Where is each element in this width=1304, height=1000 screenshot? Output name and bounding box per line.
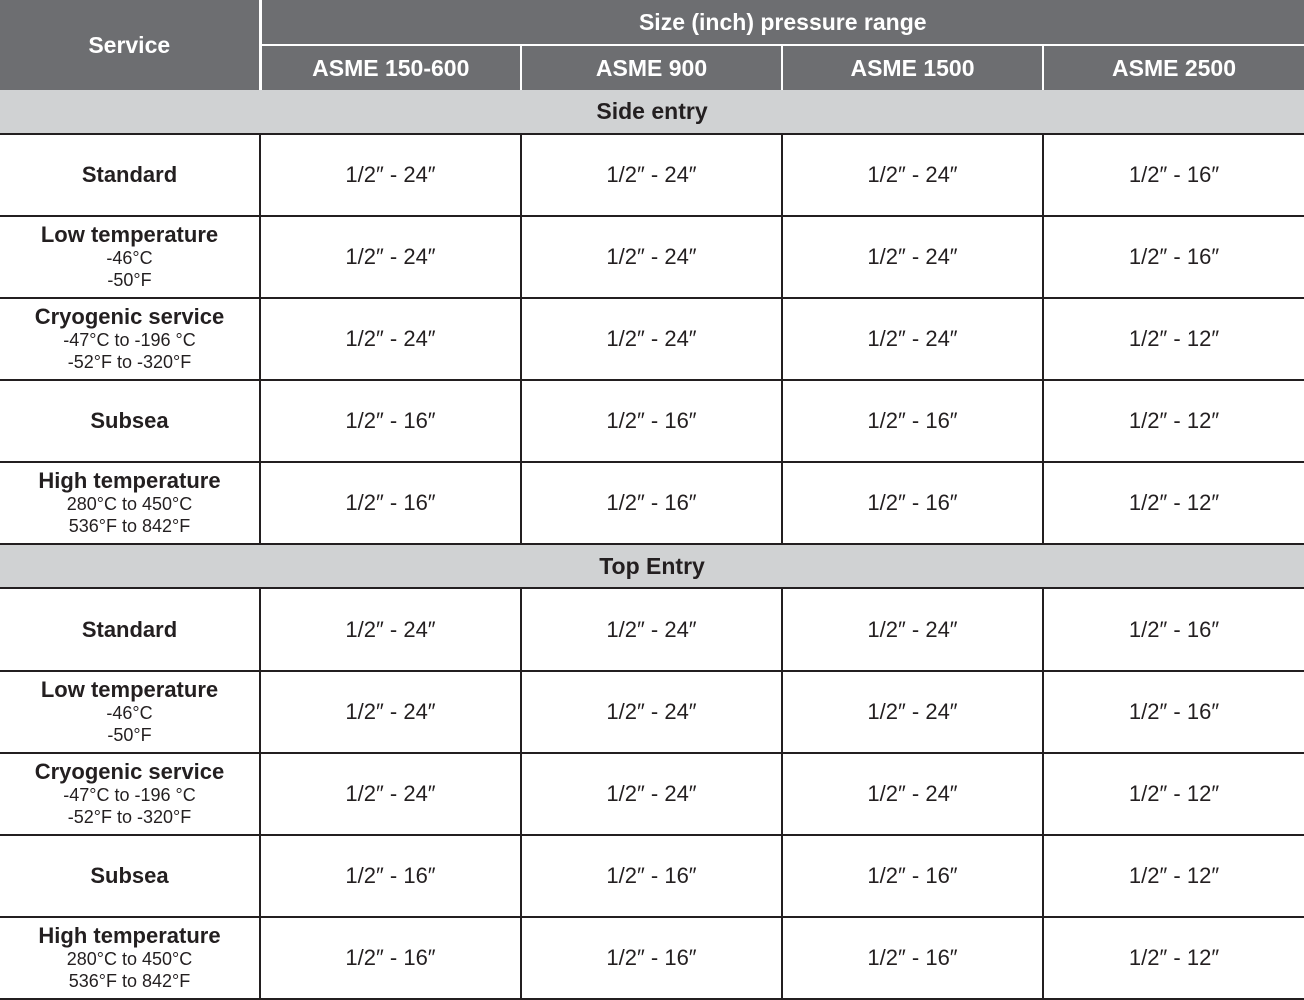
size-range-cell: 1/2″ - 12″ [1043,462,1304,544]
size-range-cell: 1/2″ - 24″ [260,134,521,216]
table-row [0,216,1304,298]
size-range-header: Size (inch) pressure range [260,0,1304,45]
size-range-cell: 1/2″ - 24″ [521,588,782,670]
service-condition: 280°C to 450°C [66,494,193,515]
service-cell [0,671,260,753]
size-range-cell: 1/2″ - 24″ [782,588,1043,670]
service-name: Low temperature [40,222,219,248]
service-name: Subsea [90,862,169,888]
size-range-cell: 1/2″ - 16″ [260,835,521,917]
service-cell [0,753,260,835]
service-name: Low temperature [40,676,219,702]
size-range-cell: 1/2″ - 24″ [782,753,1043,835]
service-cell [0,462,260,544]
service-condition: -47°C to -196 °C [63,330,196,351]
service-name: High temperature [38,468,221,494]
service-name: Cryogenic service [34,304,225,330]
section-title: Top Entry [0,544,1304,588]
service-condition: -50°F [107,270,152,291]
table-header [0,0,1304,90]
size-range-cell: 1/2″ - 24″ [521,298,782,380]
service-cell [0,588,260,670]
size-range-cell: 1/2″ - 16″ [782,380,1043,462]
column-header: ASME 1500 [782,45,1043,90]
size-range-cell: 1/2″ - 24″ [521,216,782,298]
size-range-cell: 1/2″ - 12″ [1043,835,1304,917]
table-row [0,917,1304,999]
table-row [0,298,1304,380]
service-condition: -52°F to -320°F [67,806,192,827]
size-range-cell: 1/2″ - 16″ [521,835,782,917]
size-range-cell: 1/2″ - 24″ [260,298,521,380]
service-condition: 536°F to 842°F [68,970,191,991]
size-range-cell: 1/2″ - 16″ [521,462,782,544]
section-title: Side entry [0,90,1304,134]
table-row [0,753,1304,835]
table-body [0,90,1304,999]
column-header: ASME 900 [521,45,782,90]
table-row [0,462,1304,544]
service-name: Standard [81,162,178,188]
service-cell [0,380,260,462]
size-range-cell: 1/2″ - 16″ [521,380,782,462]
size-range-cell: 1/2″ - 16″ [1043,588,1304,670]
service-name: Cryogenic service [34,758,225,784]
size-range-cell: 1/2″ - 16″ [782,462,1043,544]
column-header: ASME 150-600 [260,45,521,90]
size-range-cell: 1/2″ - 24″ [521,134,782,216]
size-range-cell: 1/2″ - 16″ [260,380,521,462]
service-condition: -47°C to -196 °C [63,784,196,805]
service-name: High temperature [38,922,221,948]
service-name: Standard [81,616,178,642]
service-condition: -52°F to -320°F [67,352,192,373]
table-row [0,134,1304,216]
service-condition: 536°F to 842°F [68,516,191,537]
service-condition: 280°C to 450°C [66,948,193,969]
size-range-cell: 1/2″ - 12″ [1043,753,1304,835]
size-range-cell: 1/2″ - 24″ [260,753,521,835]
section-row [0,544,1304,588]
service-header: Service [0,0,260,90]
service-cell [0,134,260,216]
size-range-cell: 1/2″ - 24″ [782,216,1043,298]
size-range-cell: 1/2″ - 24″ [782,134,1043,216]
table-row [0,671,1304,753]
size-range-cell: 1/2″ - 16″ [521,917,782,999]
service-condition: -46°C [106,248,153,269]
size-range-cell: 1/2″ - 12″ [1043,917,1304,999]
service-cell [0,298,260,380]
column-header: ASME 2500 [1043,45,1304,90]
service-name: Subsea [90,408,169,434]
size-range-cell: 1/2″ - 16″ [782,917,1043,999]
size-range-cell: 1/2″ - 16″ [260,917,521,999]
size-range-cell: 1/2″ - 24″ [782,298,1043,380]
size-range-cell: 1/2″ - 24″ [521,753,782,835]
service-cell [0,835,260,917]
size-range-cell: 1/2″ - 24″ [260,588,521,670]
size-range-cell: 1/2″ - 16″ [260,462,521,544]
service-condition: -50°F [107,724,152,745]
size-range-cell: 1/2″ - 12″ [1043,380,1304,462]
size-range-cell: 1/2″ - 16″ [1043,216,1304,298]
size-range-cell: 1/2″ - 16″ [1043,671,1304,753]
size-range-cell: 1/2″ - 12″ [1043,298,1304,380]
size-range-cell: 1/2″ - 16″ [782,835,1043,917]
size-range-cell: 1/2″ - 24″ [521,671,782,753]
size-range-cell: 1/2″ - 24″ [260,671,521,753]
section-row [0,90,1304,134]
size-range-cell: 1/2″ - 24″ [260,216,521,298]
table-row [0,588,1304,670]
service-cell [0,216,260,298]
service-condition: -46°C [106,702,153,723]
size-range-cell: 1/2″ - 16″ [1043,134,1304,216]
service-cell [0,917,260,999]
table-row [0,380,1304,462]
table-row [0,835,1304,917]
size-range-cell: 1/2″ - 24″ [782,671,1043,753]
